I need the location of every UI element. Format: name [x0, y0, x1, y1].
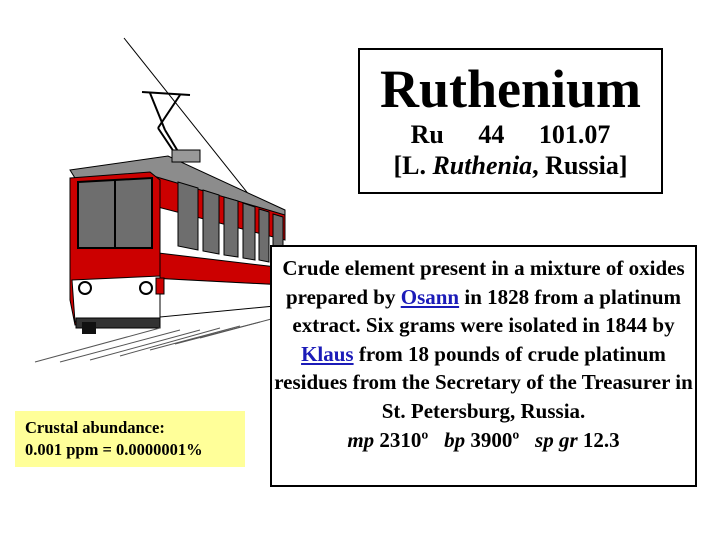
atomic-weight: 101.07: [538, 120, 611, 149]
spgr-value: 12.3: [577, 427, 620, 452]
bp-label: bp: [444, 427, 466, 452]
headlight-right: [140, 282, 152, 294]
description-text-1: Crude element present in a mixture of oxides prepared by: [282, 256, 685, 309]
description-text-3: from 18 pounds of crude platinum residues from the Secretary of the Treasurer in St. Petersburg, Russia.: [274, 341, 693, 423]
coupler: [82, 322, 96, 334]
klaus-link[interactable]: Klaus: [301, 341, 354, 366]
crustal-abundance-box: [15, 411, 245, 467]
element-title-card: [358, 48, 663, 194]
headlight-left: [79, 282, 91, 294]
element-name: Ruthenium: [379, 59, 642, 119]
osann-link[interactable]: Osann: [400, 284, 460, 309]
abundance-value: 0.001 ppm = 0.0000001%: [25, 440, 203, 459]
mp-value: 2310º: [374, 427, 429, 452]
spgr-label: sp gr: [535, 427, 578, 452]
element-symbol: Ru: [410, 120, 444, 149]
etymology-word: Ruthenia: [432, 151, 533, 180]
roof-equipment: [172, 150, 200, 162]
etymology: [360, 150, 661, 182]
description-text-2: in 1828 from a platinum extract. Six grams were isolated in 1844 by: [292, 284, 681, 338]
element-summary: [360, 120, 661, 150]
mp-label: mp: [347, 427, 375, 452]
description-box: [270, 245, 697, 487]
tram-side-lower: [150, 278, 285, 318]
abundance-label: Crustal abundance:: [25, 418, 165, 437]
physical-properties: [347, 428, 619, 452]
tram-illustration: [0, 0, 300, 370]
pantograph: [142, 92, 190, 158]
atomic-number: 44: [478, 120, 505, 149]
etymology-prefix: [L.: [393, 151, 433, 180]
etymology-suffix: , Russia]: [532, 151, 628, 180]
bp-value: 3900º: [465, 427, 520, 452]
